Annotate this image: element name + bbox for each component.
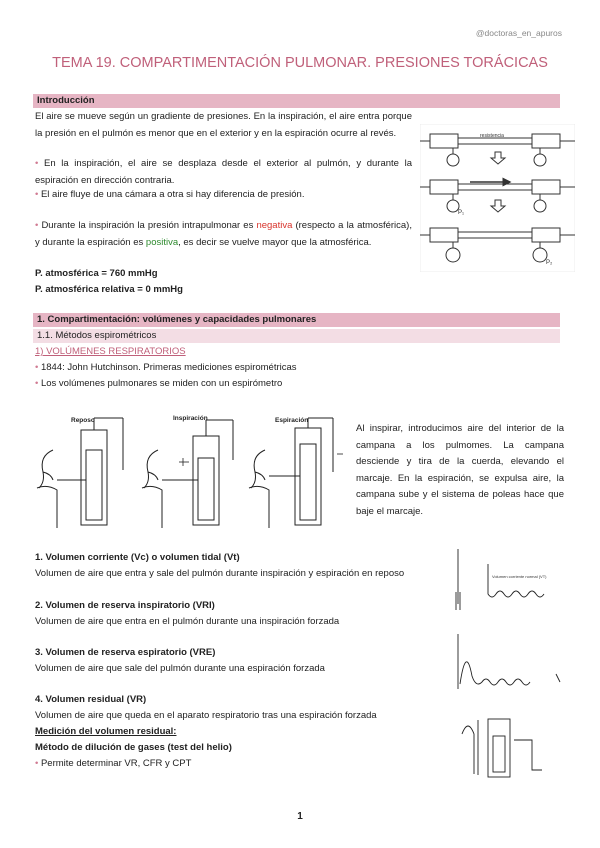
relative-atmospheric-pressure: P. atmosférica relativa = 0 mmHg	[35, 284, 183, 295]
atmospheric-pressure: P. atmosférica = 760 mmHg	[35, 268, 158, 279]
intro-bullet-3: • Durante la inspiración la presión intrapulmonar es negativa (respecto a la atmosférica), y durante la espiración es positiva, es decir se vuelve mayor que la atmosférica.	[35, 220, 412, 248]
intro-bullet-2: • El aire fluye de una cámara a otra si hay diferencia de presión.	[35, 189, 305, 200]
volume-4-title: 4. Volumen residual (VR)	[35, 694, 147, 705]
volume-2-title: 2. Volumen de reserva inspiratorio (VRI)	[35, 600, 215, 611]
intro-bullet-1: • En la inspiración, el aire se desplaza desde el exterior al pulmón, y durante la espiración en dirección contraria.	[35, 158, 412, 186]
spirometer-bullet: • Los volúmenes pulmonares se miden con un espirómetro	[35, 378, 283, 389]
pressure-chambers-diagram	[420, 124, 575, 272]
measurement-method: Método de dilución de gases (test del helio)	[35, 742, 232, 753]
volume-2-desc: Volumen de aire que entra en el pulmón durante una inspiración forzada	[35, 616, 340, 627]
tidal-trace-label: Volumen corriente normal (VT)	[492, 574, 547, 579]
measurement-heading: Medición del volumen residual:	[35, 726, 177, 737]
intro-paragraph: El aire se mueve según un gradiente de presiones. En la inspiración, el aire entra porque la presión en el pulmón es menor que en el exterior y en la espiración ocurre al revés.	[35, 111, 412, 139]
volume-3-desc: Volumen de aire que sale del pulmón durante una espiración forzada	[35, 663, 325, 674]
intro-heading: Introducción	[33, 94, 560, 108]
page-number: 1	[297, 811, 303, 822]
volume-3-title: 3. Volumen de reserva espiratorio (VRE)	[35, 647, 216, 658]
volume-4-desc: Volumen de aire que queda en el aparato respiratorio tras una espiración forzada	[35, 710, 377, 721]
p2-label: P₂	[546, 260, 553, 266]
volume-1-title: 1. Volumen corriente (Vc) o volumen tidal (Vt)	[35, 552, 240, 563]
section1-heading: 1. Compartimentación: volúmenes y capacidades pulmonares	[33, 313, 560, 327]
section1-subheading: 1.1. Métodos espirométricos	[33, 329, 560, 343]
label-espiracion: Espiración	[275, 417, 309, 424]
volumes-link[interactable]: 1) VOLÚMENES RESPIRATORIOS	[35, 346, 186, 357]
page-title: TEMA 19. COMPARTIMENTACIÓN PULMONAR. PRESIONES TORÁCICAS	[52, 55, 548, 71]
label-reposo: Reposo	[71, 417, 95, 424]
author-handle: @doctoras_en_apuros	[475, 28, 562, 38]
p1-label: P₁	[458, 210, 465, 216]
label-inspiracion: Inspiración	[173, 415, 208, 422]
volume-1-desc: Volumen de aire que entra y sale del pulmón durante inspiración y espiración en reposo	[35, 568, 405, 579]
spirometer-illustration	[33, 410, 353, 528]
resistance-label: resistencia	[480, 133, 504, 139]
history-bullet: • 1844: John Hutchinson. Primeras mediciones espirométricas	[35, 362, 297, 373]
measurement-bullet: • Permite determinar VR, CFR y CPT	[35, 758, 192, 769]
spirometer-explanation: Al inspirar, introducimos aire del interior de la campana a los pulmomes. La campana desciende y tira de la cuerda, elevando el marcaje. En la espiración, se expulsa aire, la campana sube y el sistema de poleas hace que baje el marcaje.	[356, 423, 564, 517]
spirogram-traces	[448, 544, 566, 784]
